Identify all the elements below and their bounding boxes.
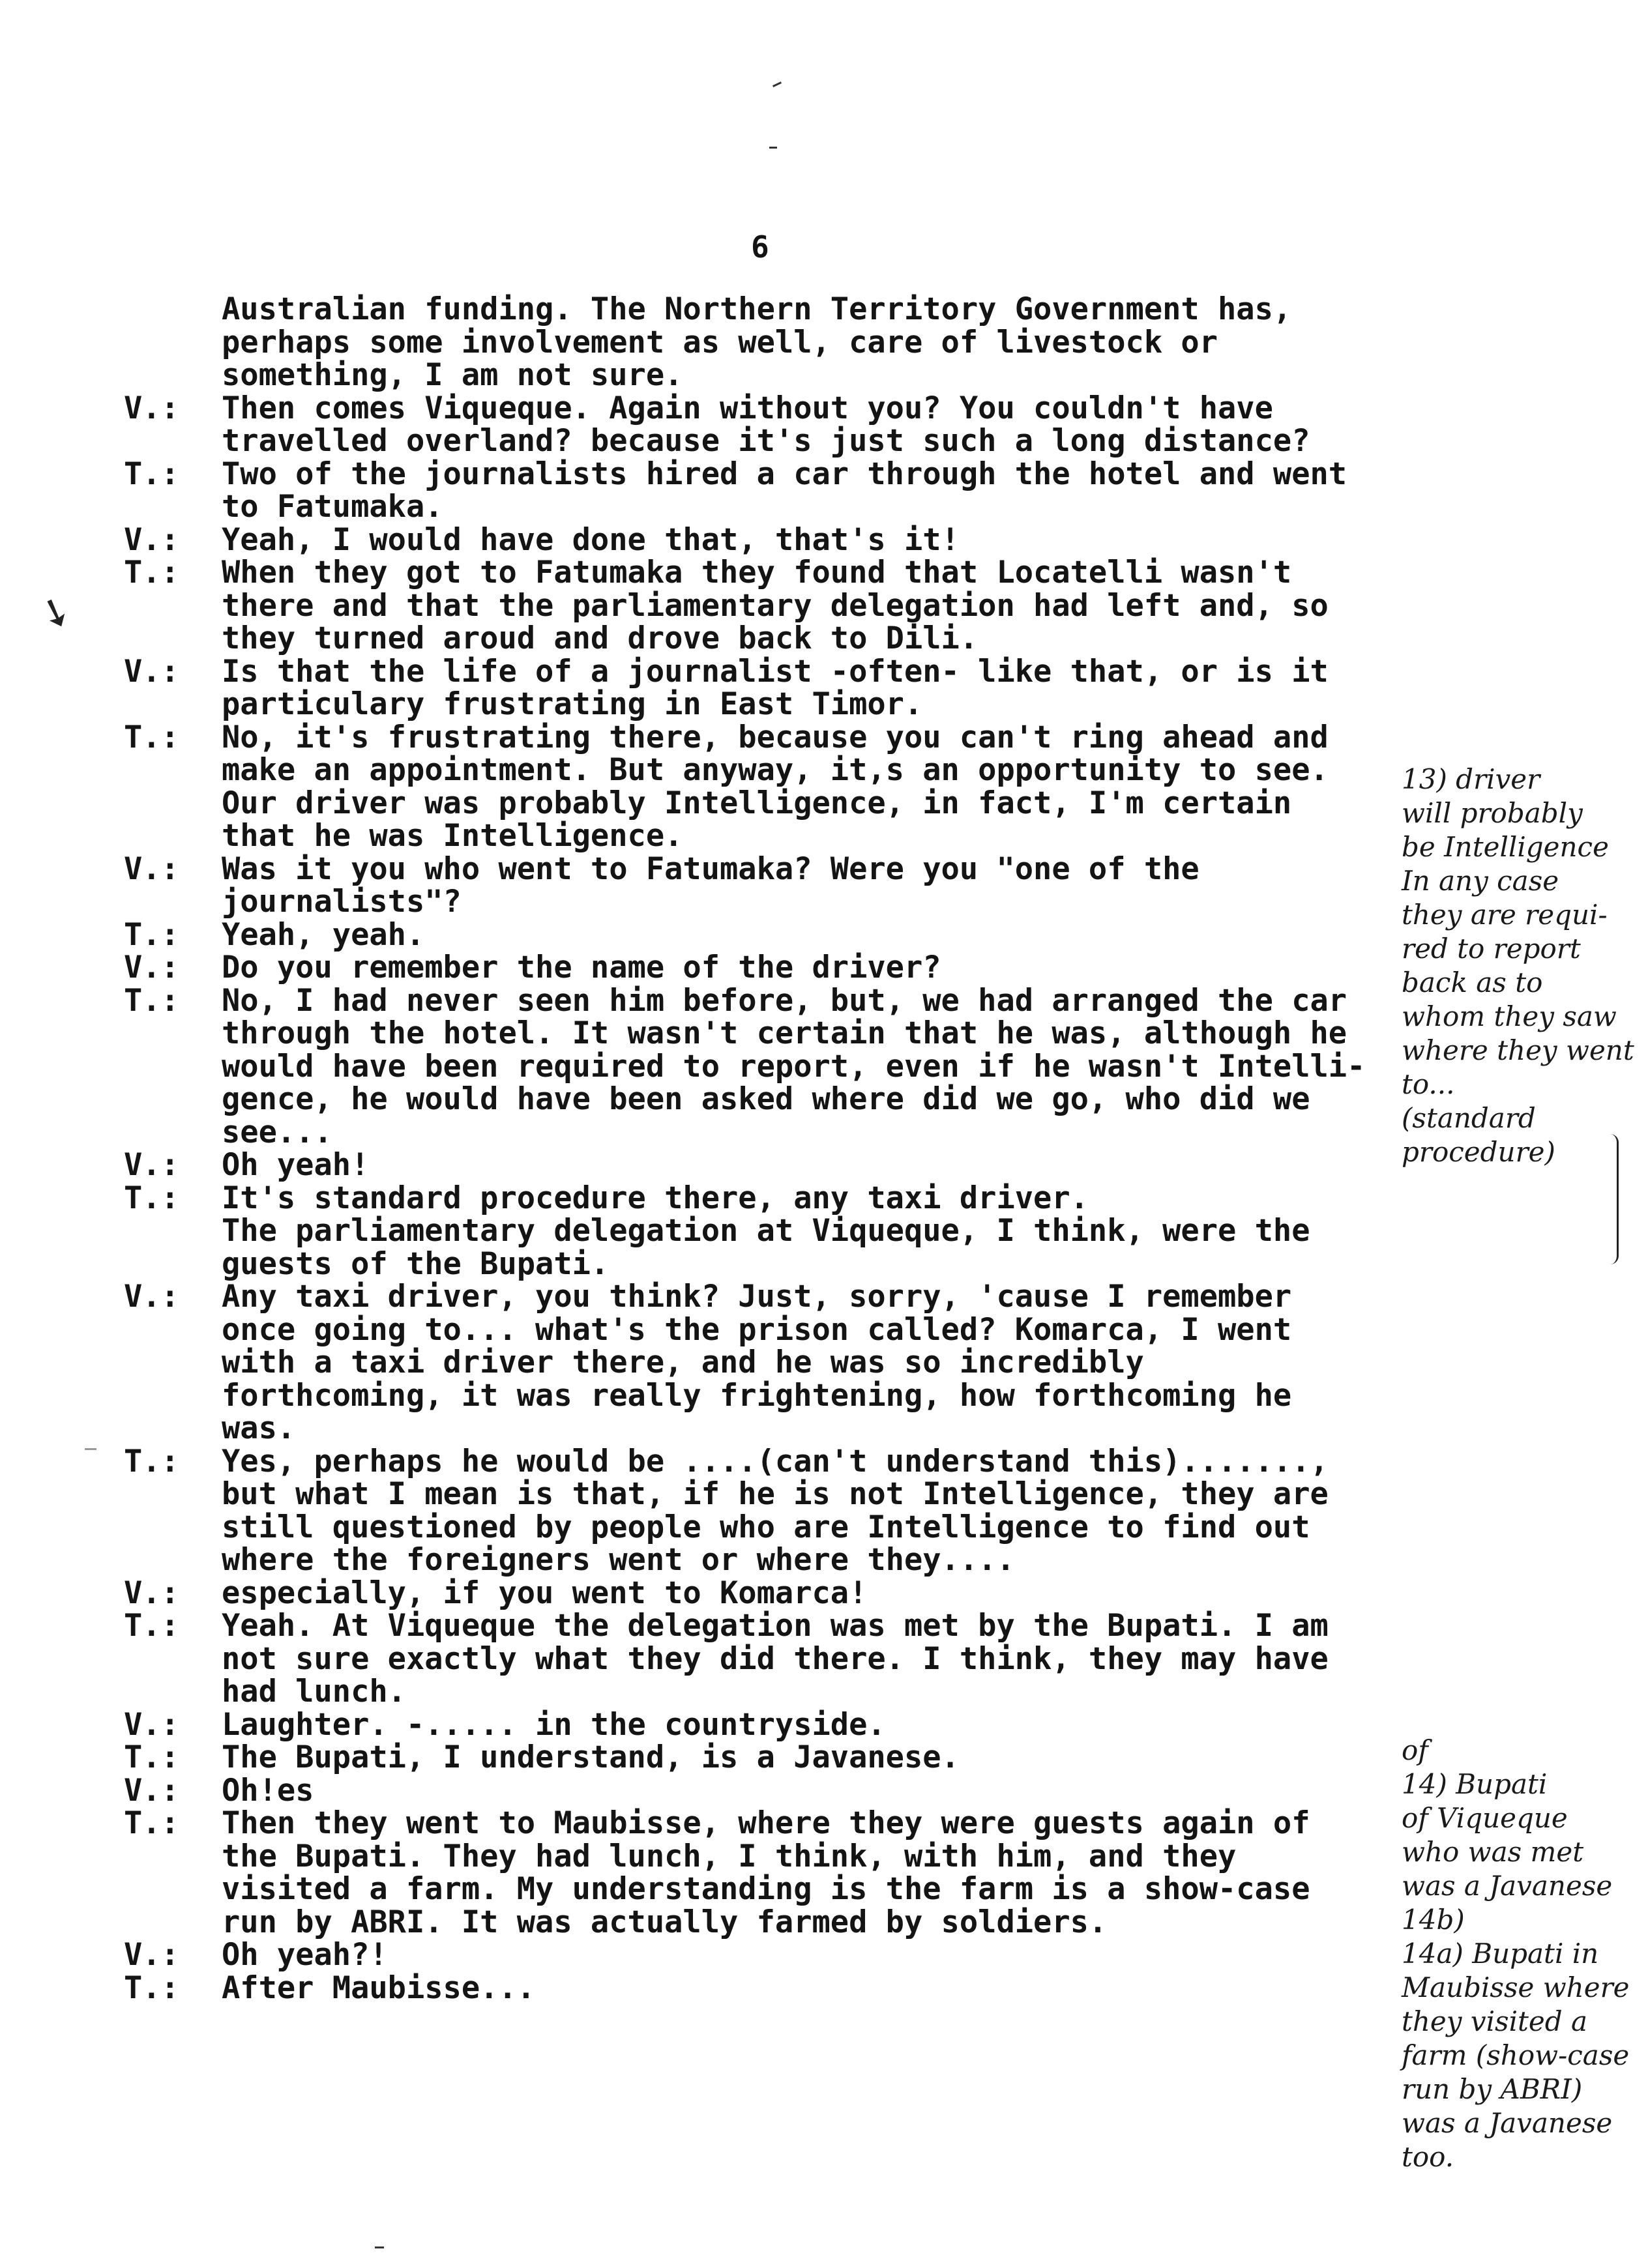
transcript-entry — [124, 850, 1454, 920]
transcript-text: Yeah, yeah. — [222, 916, 425, 953]
transcript-entry — [124, 1972, 1454, 2005]
speaker-label: V.: — [124, 521, 179, 558]
transcript-text: Oh yeah! — [222, 1147, 370, 1183]
transcript-text: Australian funding. The Northern Territory Government has, perhaps some involvement as well, care of livestock or something, I am not sure. — [222, 291, 1292, 393]
speaker-label: T.: — [124, 456, 179, 492]
transcript-text: After Maubisse... — [222, 1970, 536, 2006]
scan-mark-top — [772, 81, 782, 87]
transcript-entry — [124, 982, 1454, 1150]
transcript-entry — [124, 458, 1454, 524]
speaker-label: V.: — [124, 850, 179, 887]
speaker-label: T.: — [124, 1970, 179, 2006]
transcript-entry — [124, 1443, 1454, 1578]
speaker-label: V.: — [124, 950, 179, 985]
transcript-text: especially, if you went to Komarca! — [222, 1575, 868, 1611]
transcript-entry — [124, 1807, 1454, 1939]
transcript-entry — [124, 1577, 1454, 1610]
transcript-entry — [124, 1939, 1454, 1972]
transcript-text: Laughter. -..... in the countryside. — [222, 1706, 886, 1743]
speaker-label: V.: — [124, 390, 179, 426]
margin-bracket — [1610, 1134, 1619, 1264]
transcript-text: Then they went to Maubisse, where they were guests again of the Bupati. They had lunch, I think, with him, and they visited a farm. My understanding is the farm is a show-case run by ABRI. It was actually farmed by soldiers. — [222, 1805, 1310, 1940]
transcript-entry — [124, 1182, 1454, 1281]
transcript-text: Then comes Viqueque. Again without you? You couldn't have travelled overland? because it's just such a long distance? — [222, 390, 1310, 459]
transcript-text: No, it's frustrating there, because you can't ring ahead and make an appointment. But anyway, it,s an opportunity to see. Our driver was probably Intelligence, in fact, I'm certain that he was Intelligence. — [222, 719, 1329, 854]
scan-mark-bottom — [375, 2246, 384, 2248]
speaker-label: T.: — [124, 1739, 179, 1775]
transcript-text: Any taxi driver, you think? Just, sorry, 'cause I remember once going to... what's the prison called? Komarca, I went with a taxi driver there, and he was so incredibly forthcoming, it was really frightening, how forthcoming he was. — [222, 1279, 1292, 1446]
transcript-entry — [124, 557, 1454, 656]
transcript-text: Yeah. At Viqueque the delegation was met by the Bupati. I am not sure exactly what they did there. I think, they may have had lunch. — [222, 1608, 1329, 1709]
speaker-label: T.: — [124, 1608, 179, 1644]
speaker-label: T.: — [124, 1805, 179, 1841]
speaker-label: V.: — [124, 1772, 179, 1809]
transcript-text: Oh!es — [222, 1772, 314, 1809]
speaker-label: T.: — [124, 1443, 179, 1479]
transcript-entry — [124, 1706, 1454, 1743]
transcript-entry — [124, 1281, 1454, 1446]
handwritten-margin-note: of 14) Bupati of Viqueque who was met was a Javanese 14b) 14a) Bupati in Maubisse where they visited a farm (show-case run by ABRI) was a Javanese too. — [1402, 1734, 1630, 2173]
transcript-text: Yeah, I would have done that, that's it! — [222, 521, 960, 558]
transcript-text: Yes, perhaps he would be ....(can't understand this)......., but what I mean is that, if he is not Intelligence, they are still questioned by people who are Intelligence to find out where the foreigners went or where they.... — [222, 1443, 1329, 1578]
transcript-entry — [124, 1772, 1454, 1809]
transcript-entry — [124, 916, 1454, 953]
transcript-text: Is that the life of a journalist -often- like that, or is it particulary frustrating in East Timor. — [222, 653, 1329, 722]
speaker-label: T.: — [124, 982, 179, 1019]
transcript-text: The Bupati, I understand, is a Javanese. — [222, 1739, 960, 1775]
transcript-entry — [124, 721, 1454, 853]
speaker-label: T.: — [124, 916, 179, 953]
handwritten-margin-note: 13) driver will probably be Intelligence In any case they are requi- red to report back as to whom they saw where they went to... (standard procedure) — [1402, 763, 1634, 1168]
speaker-label: T.: — [124, 555, 179, 590]
transcript-text: Was it you who went to Fatumaka? Were you "one of the journalists"? — [222, 850, 1199, 920]
transcript-entry — [124, 1149, 1454, 1182]
transcript-entry — [124, 293, 1454, 392]
speaker-label: V.: — [124, 1575, 179, 1611]
transcript-entry — [124, 392, 1454, 458]
scan-mark-left — [85, 1448, 96, 1450]
transcript-entry — [124, 952, 1454, 985]
transcript-text: When they got to Fatumaka they found that Locatelli wasn't there and that the parliamentary delegation had left and, so they turned aroud and drove back to Dili. — [222, 555, 1329, 656]
scan-mark-top-2 — [769, 147, 777, 149]
page-number: 6 — [751, 229, 769, 265]
speaker-label: V.: — [124, 1706, 179, 1743]
transcript-text: Do you remember the name of the driver? — [222, 950, 941, 985]
transcript-entry — [124, 1741, 1454, 1775]
speaker-label: V.: — [124, 653, 179, 690]
transcript-text: It's standard procedure there, any taxi driver. The parliamentary delegation at Viqueque, I think, were the guests of the Bupati. — [222, 1180, 1310, 1282]
transcript-text: No, I had never seen him before, but, we had arranged the car through the hotel. It wasn't certain that he was, although he would have been required to report, even if he wasn't Intelli- gence, he would have been asked where did we go, who did we see... — [222, 982, 1366, 1150]
transcript-entry — [124, 1610, 1454, 1709]
transcript-entry — [124, 521, 1454, 558]
speaker-label: V.: — [124, 1937, 179, 1973]
transcript-text: Two of the journalists hired a car through the hotel and went to Fatumaka. — [222, 456, 1347, 525]
speaker-label: T.: — [124, 719, 179, 755]
speaker-label: V.: — [124, 1147, 179, 1183]
speaker-label: T.: — [124, 1180, 179, 1216]
transcript-entry — [124, 653, 1454, 722]
margin-arrow-mark: ➘ — [32, 585, 79, 640]
speaker-label: V.: — [124, 1279, 179, 1315]
transcript-text: Oh yeah?! — [222, 1937, 388, 1973]
transcript — [124, 293, 1454, 2005]
